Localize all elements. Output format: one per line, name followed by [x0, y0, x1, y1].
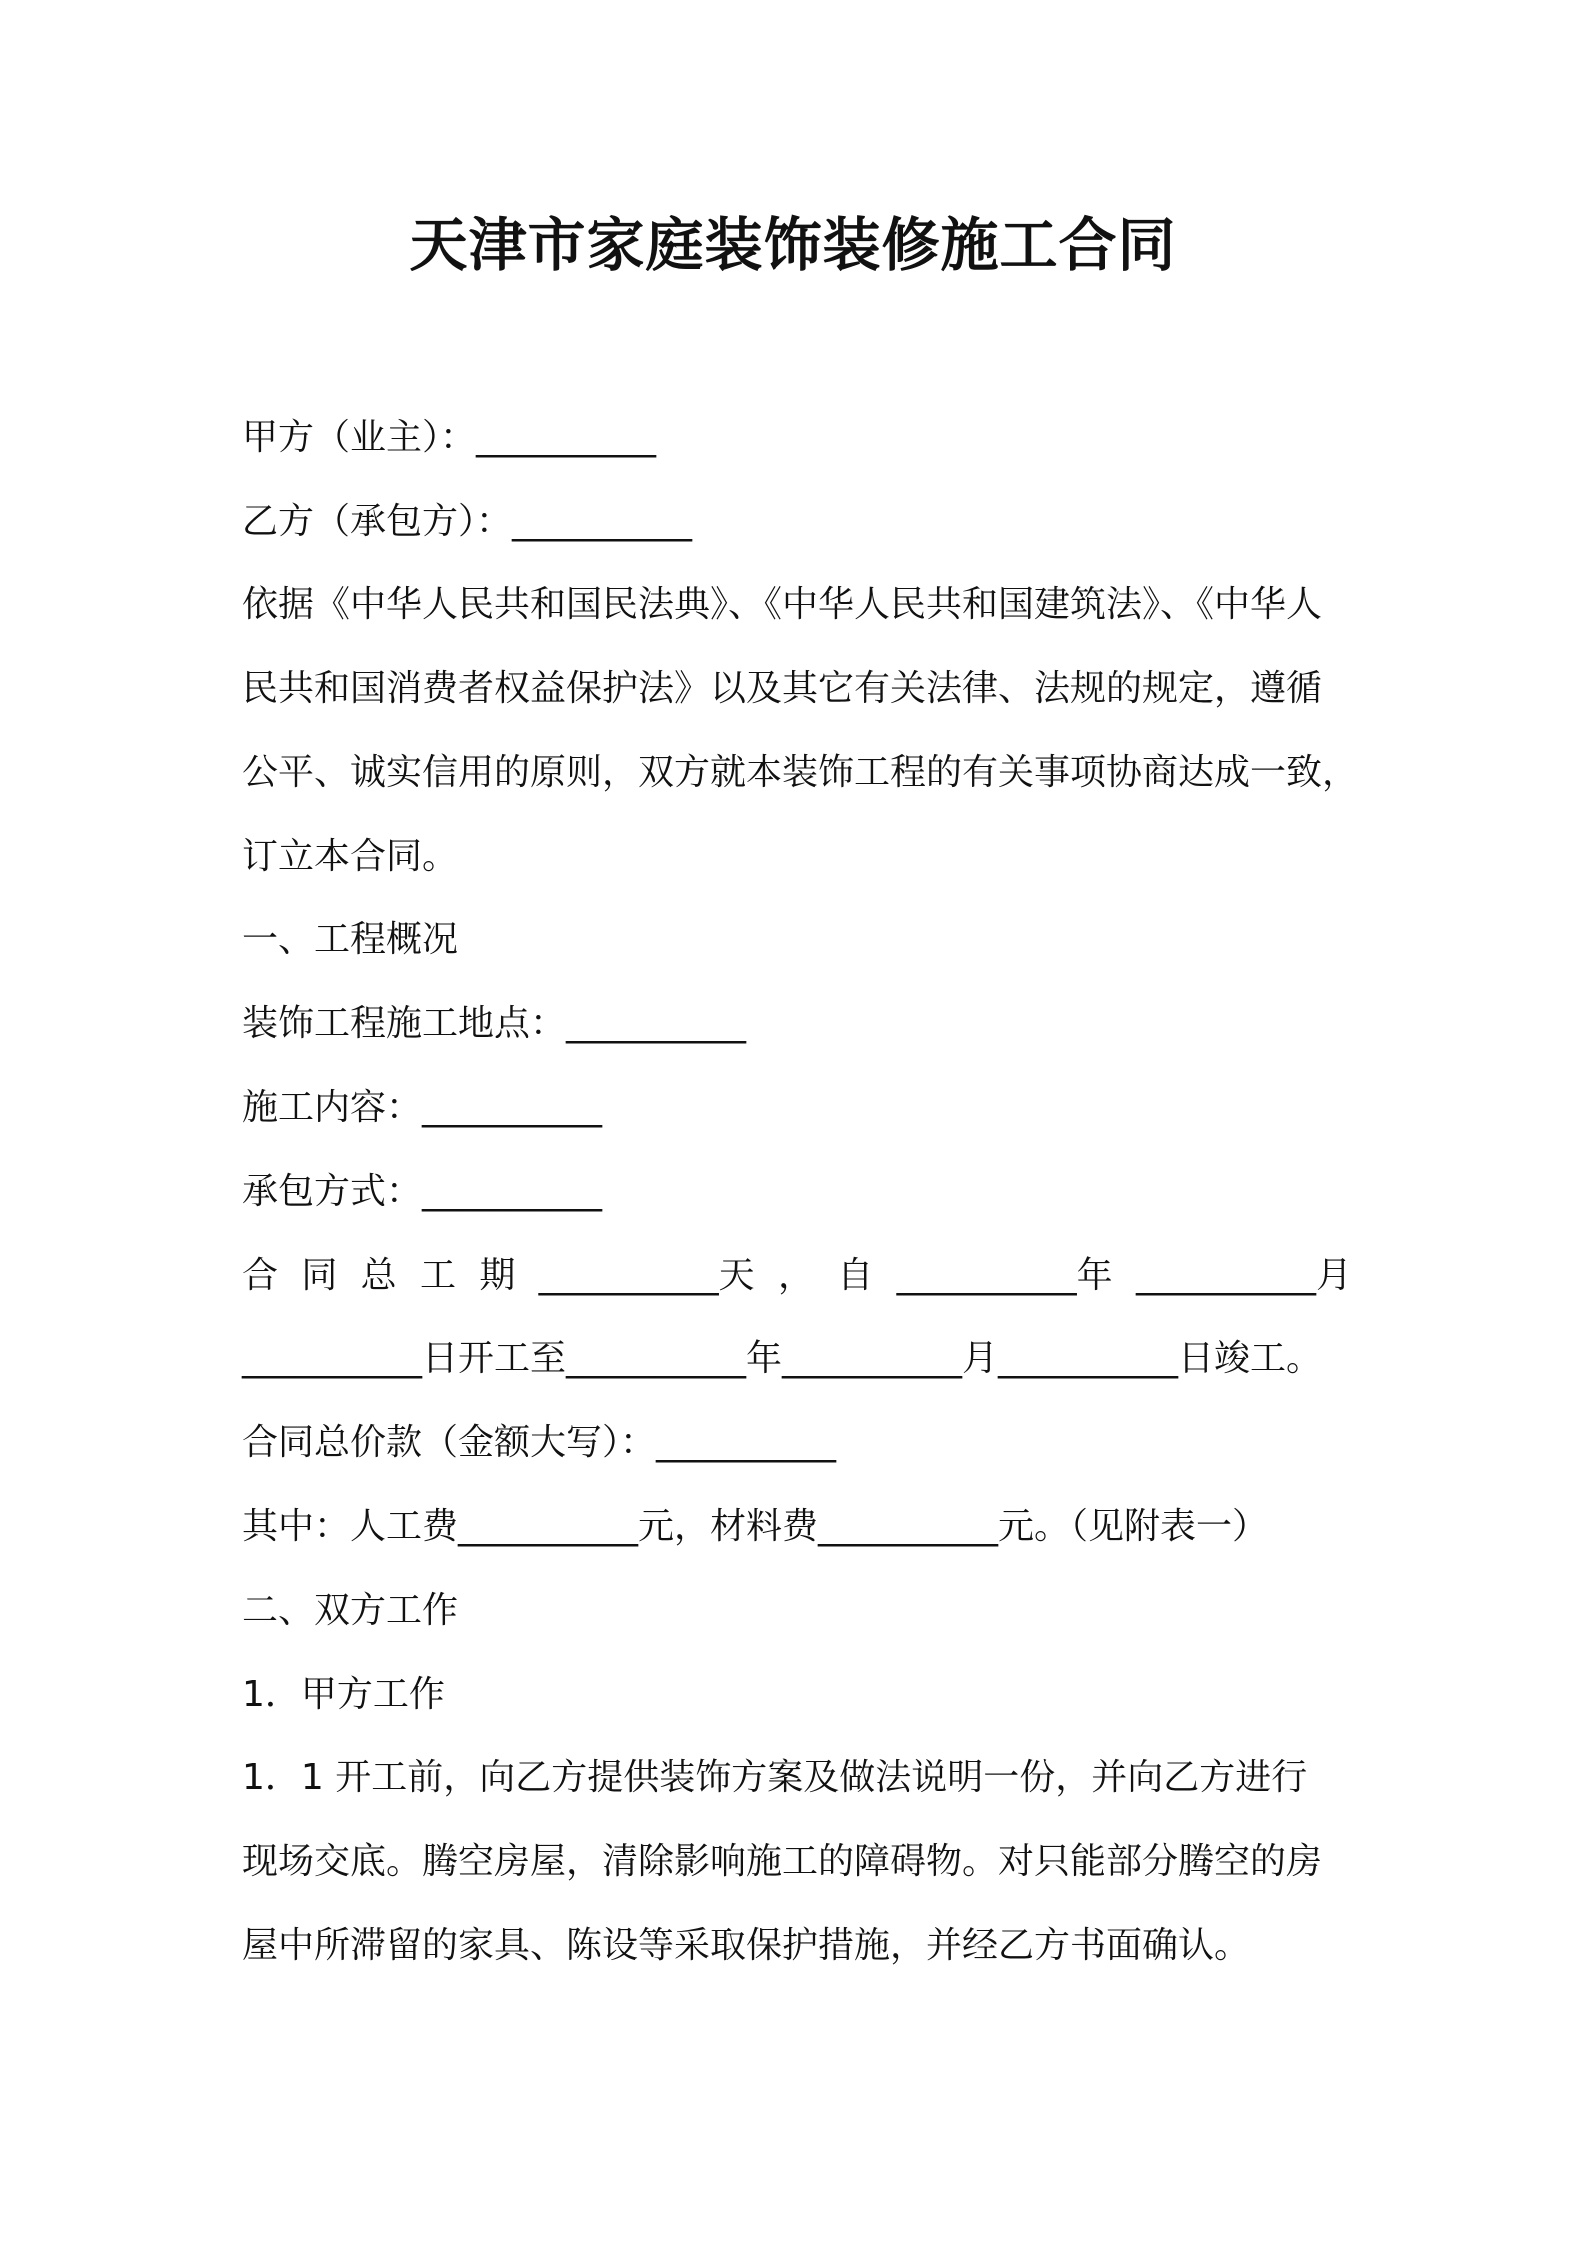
paragraph-line: 订立本合同。	[242, 836, 459, 877]
clause-line: 1．1 开工前，向乙方提供装饰方案及做法说明一份，并向乙方进行	[242, 1757, 1308, 1798]
total-price-line: 合同总价款（金额大写）：__________	[242, 1422, 837, 1463]
period-part: 总	[360, 1255, 397, 1296]
site-line: 装饰工程施工地点：__________	[242, 1003, 747, 1044]
clause-line: 屋中所滞留的家具、陈设等采取保护措施，并经乙方书面确认。	[242, 1925, 1251, 1966]
cost-breakdown-line: 其中：人工费__________元，材料费__________元。（见附表一）	[242, 1506, 1269, 1547]
clause-line: 现场交底。腾空房屋，清除影响施工的障碍物。对只能部分腾空的房	[242, 1841, 1323, 1882]
period-part: 同	[301, 1255, 338, 1296]
period-part: 合	[242, 1255, 279, 1296]
period-part: ，	[777, 1255, 814, 1296]
party-b-line: 乙方（承包方）：__________	[242, 501, 693, 542]
subsection-heading: 1．甲方工作	[242, 1674, 445, 1715]
section-heading-1: 一、工程概况	[242, 919, 459, 960]
period-part: 工	[419, 1255, 456, 1296]
period-part: __________年	[896, 1255, 1113, 1296]
party-a-line: 甲方（业主）：__________	[242, 417, 657, 458]
content-line: 施工内容：__________	[242, 1087, 603, 1128]
period-line	[242, 1248, 1352, 1304]
period-line-cont: __________日开工至__________年__________月__________日竣工。	[242, 1338, 1323, 1379]
paragraph-line: 公平、诚实信用的原则，双方就本装饰工程的有关事项协商达成一致，	[242, 752, 1359, 793]
period-part: __________天	[538, 1255, 755, 1296]
document-title: 天津市家庭装饰装修施工合同	[409, 211, 1177, 279]
paragraph-line: 民共和国消费者权益保护法》以及其它有关法律、法规的规定，遵循	[242, 668, 1323, 709]
section-heading-2: 二、双方工作	[242, 1590, 459, 1631]
period-part: __________月	[1135, 1255, 1352, 1296]
contract-method-line: 承包方式：__________	[242, 1171, 603, 1212]
period-part: 自	[837, 1255, 874, 1296]
paragraph-line: 依据《中华人民共和国民法典》、《中华人民共和国建筑法》、《中华人	[242, 584, 1323, 625]
period-part: 期	[479, 1255, 516, 1296]
